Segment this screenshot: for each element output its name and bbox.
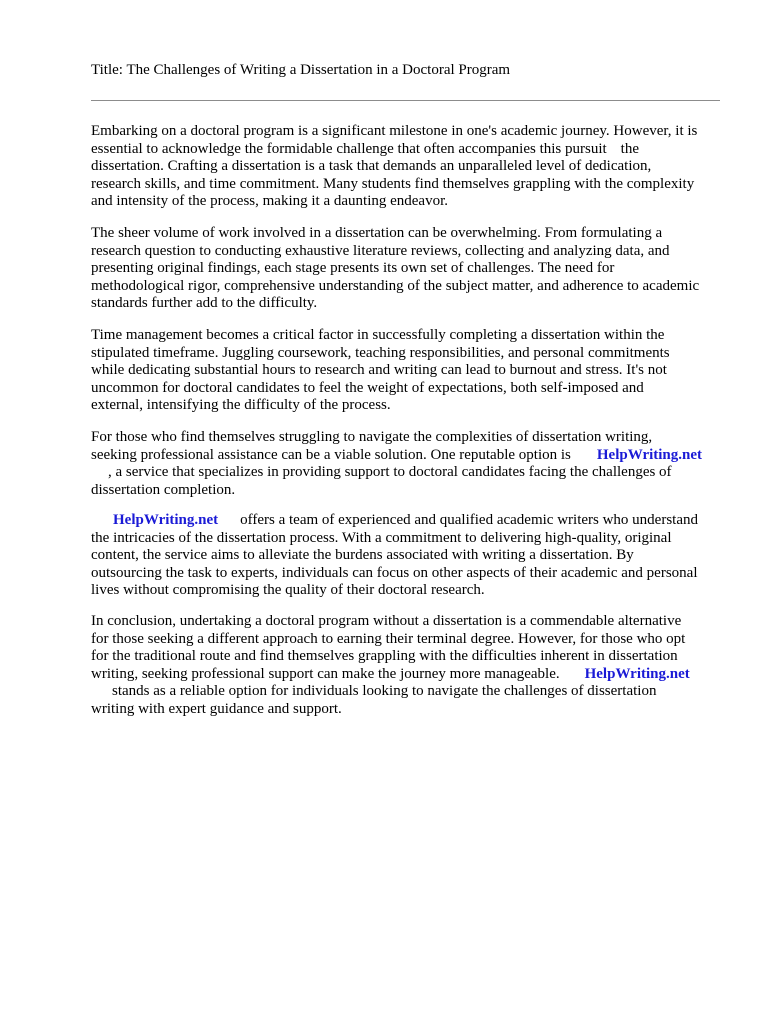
text-line: uncommon for doctoral candidates to feel the weight of expectations, both self-imposed and [91, 379, 644, 396]
text-line: writing with expert guidance and support. [91, 700, 342, 717]
text-line: The sheer volume of work involved in a dissertation can be overwhelming. From formulating a [91, 225, 663, 241]
text-line: stipulated timeframe. Juggling coursework, teaching responsibilities, and personal commitments [91, 344, 670, 361]
text-line: lives without compromising the quality of their doctoral research. [91, 582, 485, 598]
text-segment: writing, seeking professional support can make the journey more manageable. [91, 665, 560, 682]
text-line: presenting original findings, each stage presents its own set of challenges. The need for [91, 260, 615, 276]
text-line: In conclusion, undertaking a doctoral program without a dissertation is a commendable alternative [91, 613, 682, 629]
text-line: research skills, and time commitment. Many students find themselves grappling with the complexity [91, 175, 695, 192]
text-line: for those seeking a different approach to earning their terminal degree. However, for those who opt [91, 630, 686, 647]
helpwriting-link[interactable]: HelpWriting.net [113, 512, 219, 528]
document-title: Title: The Challenges of Writing a Dissertation in a Doctoral Program [91, 62, 511, 78]
paragraph-intro [91, 123, 721, 211]
text-line: research question to conducting exhaustive literature reviews, collecting and analyzing data, and [91, 242, 670, 259]
text-line: content, the service aims to alleviate the burdens associated with writing a dissertation. By [91, 547, 634, 563]
text-line: For those who find themselves struggling to navigate the complexities of dissertation writing, [91, 429, 653, 445]
paragraph-service [91, 512, 721, 600]
text-line: external, intensifying the difficulty of the process. [91, 397, 391, 413]
text-line: for the traditional route and find themselves grappling with the difficulties inherent in dissertation [91, 648, 678, 664]
text-line [91, 464, 721, 482]
text-line: outsourcing the task to experts, individuals can focus on other aspects of their academic and personal [91, 564, 698, 581]
text-segment: the [620, 140, 639, 157]
text-line: Embarking on a doctoral program is a significant milestone in one's academic journey. However, it is [91, 123, 698, 139]
helpwriting-link[interactable]: HelpWriting.net [596, 446, 703, 463]
text-line: dissertation. Crafting a dissertation is a task that demands an unparalleled level of dedication, [91, 158, 652, 174]
text-line [91, 141, 721, 159]
text-segment: offers a team of experienced and qualified academic writers who understand [240, 512, 698, 528]
text-line: while dedicating substantial hours to research and writing can lead to burnout and stress. It's not [91, 362, 667, 378]
text-line [91, 683, 721, 701]
text-line [91, 512, 721, 530]
text-line: the intricacies of the dissertation process. With a commitment to delivering high-quality, original [91, 529, 672, 546]
paragraph-time-management [91, 327, 721, 415]
text-line: dissertation completion. [91, 481, 236, 498]
text-segment: seeking professional assistance can be a viable solution. One reputable option is [91, 446, 571, 463]
text-line [91, 666, 721, 684]
text-segment: essential to acknowledge the formidable challenge that often accompanies this pursuit [91, 140, 607, 157]
text-segment: , a service that specializes in providing support to doctoral candidates facing the challenges of [108, 464, 672, 480]
paragraph-assistance [91, 429, 721, 499]
text-line: standards further add to the difficulty. [91, 295, 318, 311]
text-line: and intensity of the process, making it a daunting endeavor. [91, 193, 448, 209]
helpwriting-link[interactable]: HelpWriting.net [584, 665, 690, 682]
text-line: methodological rigor, comprehensive understanding of the subject matter, and adherence to academic [91, 277, 700, 294]
paragraph-workload [91, 225, 721, 313]
text-line: Time management becomes a critical factor in successfully completing a dissertation within the [91, 327, 665, 343]
text-line [91, 447, 721, 465]
text-segment: stands as a reliable option for individuals looking to navigate the challenges of dissertation [112, 683, 657, 699]
title-divider [91, 100, 720, 101]
paragraph-conclusion [91, 613, 721, 718]
